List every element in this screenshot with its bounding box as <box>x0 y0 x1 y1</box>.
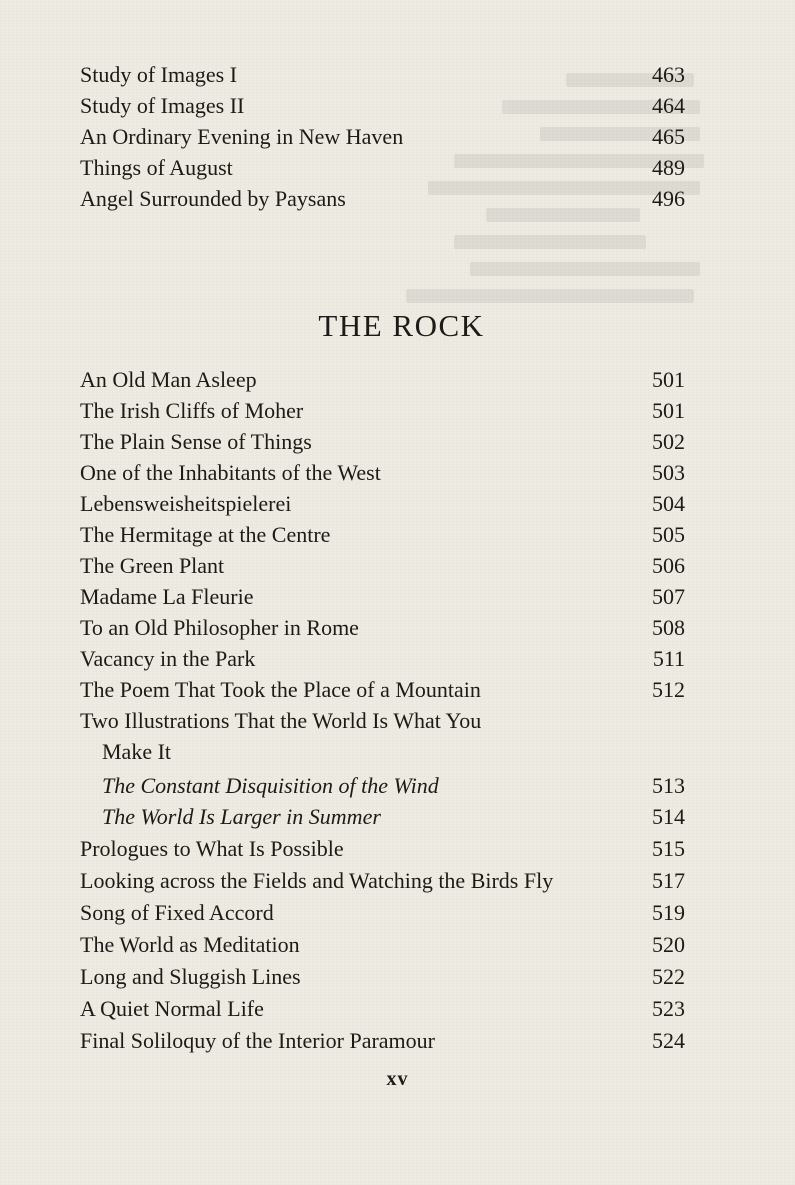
entry-title: Two Illustrations That the World Is What You <box>80 708 482 733</box>
entry-page: 517 <box>652 868 685 893</box>
entry-page: 520 <box>652 932 685 957</box>
entry-page: 502 <box>652 429 685 454</box>
entry-page: 519 <box>652 900 685 925</box>
entry-title: Make It <box>102 739 172 764</box>
entry-title: Long and Sluggish Lines <box>80 964 301 989</box>
entry-page: 465 <box>652 124 685 149</box>
entry-title: The World as Meditation <box>80 932 300 957</box>
entry-page: 464 <box>652 93 685 118</box>
entry-title: An Old Man Asleep <box>80 367 257 392</box>
entry-title: The Green Plant <box>80 553 225 578</box>
entry-page: 489 <box>652 155 685 180</box>
entry-page: 511 <box>652 646 685 671</box>
entry-title: Things of August <box>80 155 233 180</box>
entry-title: The Plain Sense of Things <box>80 429 312 454</box>
entry-title: Study of Images I <box>80 62 238 87</box>
entry-page: 504 <box>652 491 685 516</box>
entry-title: Song of Fixed Accord <box>80 900 274 925</box>
entry-page: 463 <box>652 62 685 87</box>
entry-page: 513 <box>652 773 685 798</box>
entry-page: 506 <box>652 553 685 578</box>
entry-title: Looking across the Fields and Watching the Birds Fly <box>80 868 554 893</box>
entry-page: 508 <box>652 615 685 640</box>
section-heading: THE ROCK <box>318 308 485 343</box>
entry-title: Final Soliloquy of the Interior Paramour <box>80 1028 435 1053</box>
entry-title: Angel Surrounded by Paysans <box>80 186 346 211</box>
entry-page: 512 <box>652 677 685 702</box>
entry-title: A Quiet Normal Life <box>80 996 264 1021</box>
page-number: xv <box>386 1068 409 1090</box>
entry-title: The Irish Cliffs of Moher <box>80 398 304 423</box>
entry-title: Prologues to What Is Possible <box>80 836 344 861</box>
entry-page: 522 <box>652 964 685 989</box>
entry-title: The Constant Disquisition of the Wind <box>102 773 439 798</box>
entry-title: Vacancy in the Park <box>80 646 256 671</box>
entry-page: 503 <box>652 460 685 485</box>
entry-page: 514 <box>652 804 685 829</box>
entry-page: 501 <box>652 367 685 392</box>
entry-page: 496 <box>652 186 685 211</box>
entry-title: Lebensweisheitspielerei <box>80 491 292 516</box>
entry-page: 515 <box>652 836 685 861</box>
entry-title: Study of Images II <box>80 93 245 118</box>
entry-title: One of the Inhabitants of the West <box>80 460 381 485</box>
entry-title: To an Old Philosopher in Rome <box>80 615 359 640</box>
entry-title: The Hermitage at the Centre <box>80 522 331 547</box>
entry-page: 507 <box>652 584 685 609</box>
entry-title: An Ordinary Evening in New Haven <box>80 124 404 149</box>
entry-title: The World Is Larger in Summer <box>102 804 381 829</box>
entry-title: Madame La Fleurie <box>80 584 254 609</box>
entry-page: 524 <box>652 1028 685 1053</box>
entry-page: 523 <box>652 996 685 1021</box>
entry-page: 505 <box>652 522 685 547</box>
entry-page: 501 <box>652 398 685 423</box>
entry-title: The Poem That Took the Place of a Mountain <box>80 677 481 702</box>
